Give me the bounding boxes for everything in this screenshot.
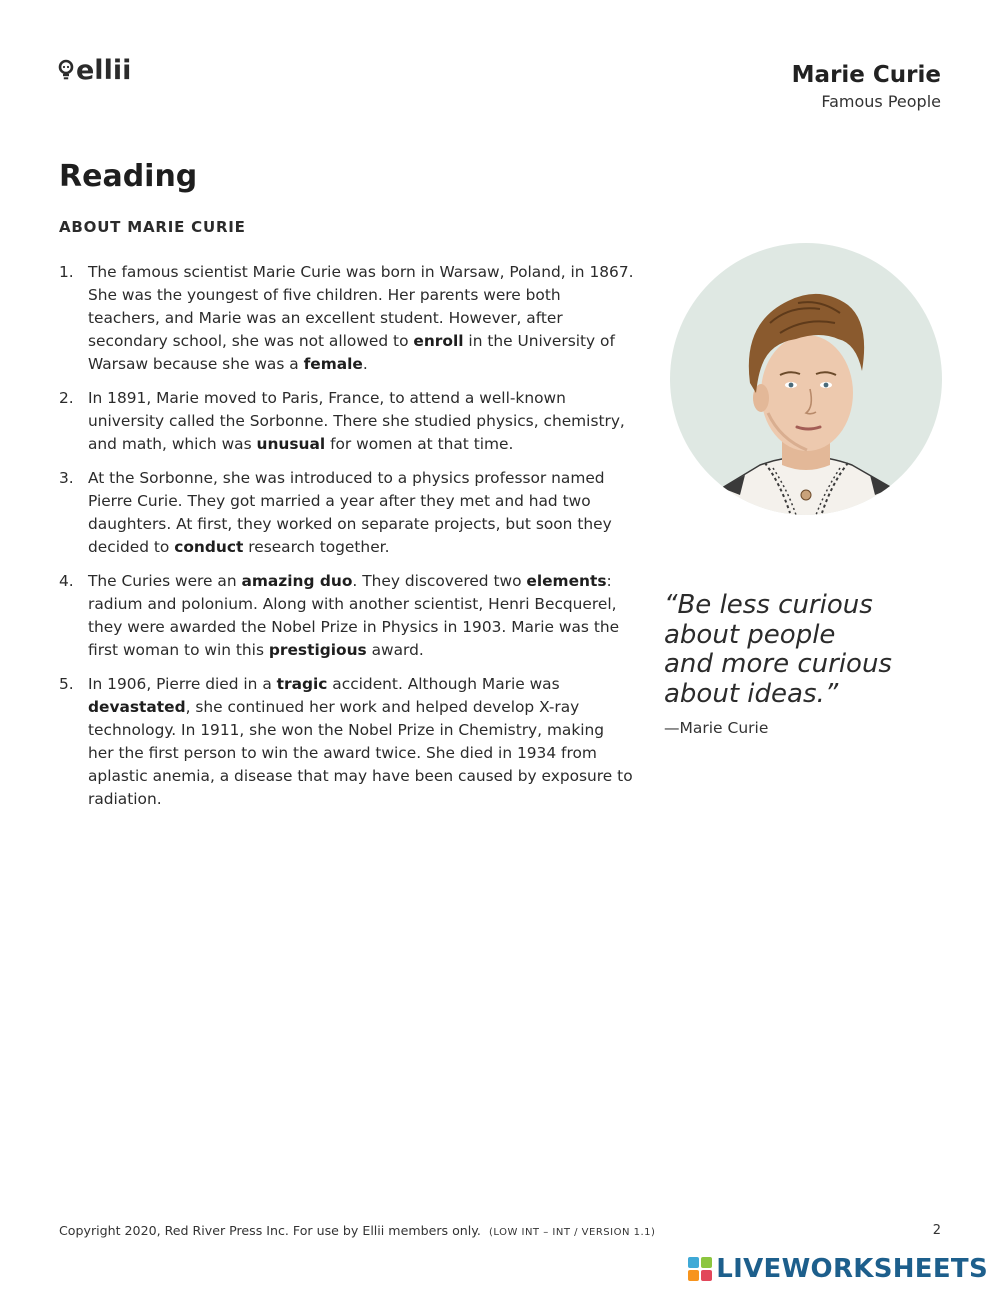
paragraph-item — [59, 673, 634, 811]
ellii-logo — [58, 56, 131, 86]
paragraph-item — [59, 467, 634, 559]
paragraph-number: 1. — [59, 263, 74, 281]
paragraph-item — [59, 570, 634, 662]
section-title: Reading — [59, 159, 198, 194]
vocab-word: prestigious — [268, 641, 367, 659]
vocab-word: elements — [526, 572, 607, 590]
vocab-word: unusual — [256, 435, 326, 453]
paragraph-number: 4. — [59, 572, 74, 590]
section-subheading: ABOUT MARIE CURIE — [59, 218, 246, 236]
liveworksheets-icon — [688, 1257, 712, 1281]
paragraph-text: The famous scientist Marie Curie was born in Warsaw, Poland, in 1867. She was the youngest of five children. Her parents were both teachers, and Marie was an excellent student. However, after secondary school, she was not allowed to enroll in the University of Warsaw because she was a female. — [88, 263, 634, 373]
copyright-text: Copyright 2020, Red River Press Inc. For use by Ellii members only. — [59, 1223, 481, 1238]
document-title: Marie Curie — [791, 62, 941, 88]
document-category: Famous People — [821, 92, 941, 111]
logo-text: ellii — [76, 55, 132, 86]
version-label: (LOW INT – INT / VERSION 1.1) — [488, 1227, 656, 1238]
paragraph-number: 5. — [59, 675, 74, 693]
lightbulb-icon — [58, 59, 74, 83]
quote-block — [664, 591, 964, 739]
paragraph-text: In 1906, Pierre died in a tragic accident. Although Marie was devastated, she continued her work and helped develop X-ray technology. In 1911, she won the Nobel Prize in Chemistry, making her the first person to win the award twice. She died in 1934 from aplastic anemia, a disease that may have been caused by exposure to radiation. — [88, 675, 633, 808]
vocab-word: tragic — [276, 675, 328, 693]
paragraph-text: The Curies were an amazing duo. They discovered two elements: radium and polonium. Along with another scientist, Henri Becquerel, they were awarded the Nobel Prize in Physics in 1903. Marie was the first woman to win this prestigious award. — [88, 572, 620, 659]
liveworksheets-watermark — [688, 1254, 988, 1284]
quote-attribution: —Marie Curie — [664, 719, 769, 737]
reading-paragraphs — [59, 261, 634, 822]
vocab-word: conduct — [174, 538, 244, 556]
paragraph-item — [59, 387, 634, 456]
paragraph-item — [59, 261, 634, 376]
paragraph-text: At the Sorbonne, she was introduced to a physics professor named Pierre Curie. They got married a year after they met and had two daughters. At first, they worked on separate projects, but soon they decided to conduct research together. — [88, 469, 612, 556]
quote-text: “Be less curious about people and more curious about ideas.” — [664, 590, 892, 709]
paragraph-number: 2. — [59, 389, 74, 407]
paragraph-number: 3. — [59, 469, 74, 487]
page-number: 2 — [932, 1223, 941, 1238]
vocab-word: devastated — [88, 698, 186, 716]
paragraph-text: In 1891, Marie moved to Paris, France, to attend a well-known university called the Sorbonne. There she studied physics, chemistry, and math, which was unusual for women at that time. — [88, 389, 625, 453]
watermark-text: LIVEWORKSHEETS — [716, 1254, 988, 1284]
vocab-word: amazing duo — [241, 572, 353, 590]
marie-curie-portrait — [670, 243, 942, 515]
vocab-word: female — [303, 355, 363, 373]
vocab-word: enroll — [413, 332, 464, 350]
copyright-footer — [59, 1222, 655, 1242]
document-header — [792, 60, 941, 113]
